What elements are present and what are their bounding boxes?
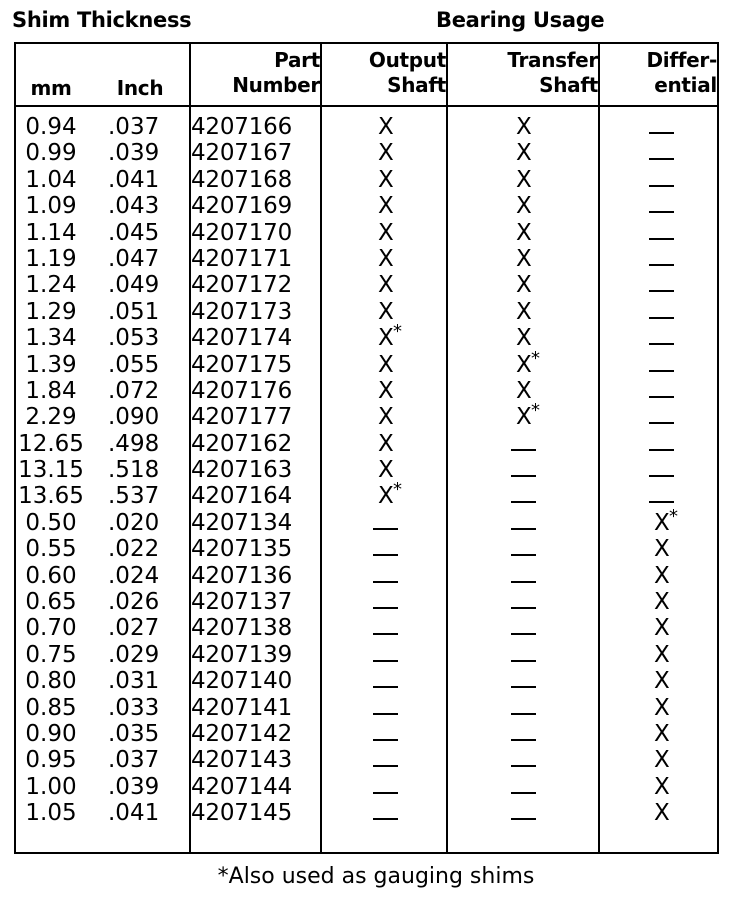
mm-cell: 0.70 <box>25 615 77 642</box>
mm-cell: 0.94 <box>25 114 77 140</box>
output-shaft-cell <box>322 589 446 615</box>
x-mark: X <box>654 615 670 642</box>
gauging-asterisk: * <box>669 505 678 527</box>
differential-cell <box>600 299 717 325</box>
differential-cell <box>600 220 717 246</box>
gauging-asterisk: * <box>393 479 402 501</box>
dash-mark <box>373 713 398 715</box>
header-divider <box>16 105 717 107</box>
output-shaft-cell <box>322 378 446 404</box>
part-number-cell: 4207144 <box>191 773 293 800</box>
shim-spec-table <box>14 42 719 854</box>
inch-cell: .037 <box>108 747 160 774</box>
table-row <box>16 431 717 457</box>
gauging-asterisk: * <box>393 321 402 343</box>
part-number-cell: 4207138 <box>191 615 293 642</box>
dash-mark <box>649 211 674 213</box>
inch-cell: .041 <box>108 800 160 827</box>
output-shaft-cell <box>322 246 446 272</box>
differential-cell <box>600 457 717 483</box>
table-row <box>16 299 717 325</box>
transfer-shaft-cell <box>448 431 598 457</box>
table-body <box>16 114 717 827</box>
dash-mark <box>373 739 398 741</box>
inch-cell: .055 <box>108 351 160 378</box>
x-mark: X <box>516 140 532 167</box>
mm-cell: 1.29 <box>25 298 77 325</box>
mm-cell: 0.50 <box>25 509 77 536</box>
transfer-shaft-cell <box>448 193 598 219</box>
x-mark: X <box>654 800 670 827</box>
transfer-shaft-cell <box>448 642 598 668</box>
mm-cell: 0.90 <box>25 720 77 747</box>
x-mark: X <box>654 747 670 774</box>
part-number-cell: 4207142 <box>191 720 293 747</box>
transfer-shaft-cell <box>448 457 598 483</box>
mm-cell: 13.15 <box>18 457 84 484</box>
part-number-cell: 4207177 <box>191 404 293 431</box>
table-row <box>16 246 717 272</box>
table-row <box>16 378 717 404</box>
inch-cell: .029 <box>108 641 160 668</box>
transfer-shaft-cell <box>448 483 598 509</box>
dash-mark <box>649 317 674 319</box>
x-mark: X <box>378 245 394 272</box>
transfer-shaft-cell <box>448 378 598 404</box>
dash-mark <box>649 343 674 345</box>
inch-cell: .090 <box>108 404 160 431</box>
transfer-shaft-cell <box>448 668 598 694</box>
inch-cell: .031 <box>108 668 160 695</box>
x-mark: X <box>654 641 670 668</box>
table-row <box>16 774 717 800</box>
differential-cell <box>600 325 717 351</box>
table-row <box>16 479 717 510</box>
transfer-shaft-cell <box>448 774 598 800</box>
mm-cell: 0.55 <box>25 536 77 563</box>
part-number-cell: 4207164 <box>191 483 293 510</box>
part-number-cell: 4207135 <box>191 536 293 563</box>
output-shaft-cell <box>322 695 446 721</box>
differential-cell <box>600 167 717 193</box>
output-shaft-cell <box>322 404 446 430</box>
inch-cell: .047 <box>108 245 160 272</box>
table-row <box>16 457 717 483</box>
inch-cell: .037 <box>108 114 160 140</box>
dash-mark <box>373 528 398 530</box>
table-row <box>16 321 717 352</box>
dash-mark <box>373 686 398 688</box>
transfer-shaft-cell <box>448 220 598 246</box>
x-mark: X <box>378 351 394 378</box>
part-number-cell: 4207136 <box>191 562 293 589</box>
x-mark: X <box>516 114 532 140</box>
dash-mark <box>373 607 398 609</box>
transfer-shaft-cell <box>448 325 598 351</box>
part-number-cell: 4207172 <box>191 272 293 299</box>
dash-mark <box>649 475 674 477</box>
dash-mark <box>511 581 536 583</box>
inch-cell: .498 <box>108 430 160 457</box>
part-number-cell: 4207170 <box>191 219 293 246</box>
table-row <box>16 347 717 378</box>
mm-cell: 1.34 <box>25 325 77 352</box>
differential-cell <box>600 589 717 615</box>
dash-mark <box>511 713 536 715</box>
bearing-usage-header: Bearing Usage <box>436 8 605 32</box>
part-number-cell: 4207175 <box>191 351 293 378</box>
differential-cell <box>600 114 717 140</box>
table-row <box>16 400 717 431</box>
part-number-cell: 4207140 <box>191 668 293 695</box>
dash-mark <box>649 238 674 240</box>
column-header-transfer-shaft-line2: Shaft <box>539 72 598 97</box>
dash-mark <box>511 765 536 767</box>
x-mark: X <box>654 773 670 800</box>
output-shaft-cell <box>322 536 446 562</box>
dash-mark <box>373 554 398 556</box>
transfer-shaft-cell <box>448 299 598 325</box>
dash-mark <box>511 554 536 556</box>
dash-mark <box>511 449 536 451</box>
shim-thickness-header: Shim Thickness <box>12 8 192 32</box>
part-number-cell: 4207141 <box>191 694 293 721</box>
x-mark: X <box>378 140 394 167</box>
table-row <box>16 615 717 641</box>
inch-cell: .024 <box>108 562 160 589</box>
output-shaft-cell <box>322 774 446 800</box>
dash-mark <box>649 370 674 372</box>
inch-cell: .072 <box>108 377 160 404</box>
dash-mark <box>649 158 674 160</box>
part-number-cell: 4207176 <box>191 377 293 404</box>
mm-cell: 0.99 <box>25 140 77 167</box>
x-mark: X <box>516 193 532 220</box>
dash-mark <box>373 660 398 662</box>
column-header-output-shaft-line2: Shaft <box>387 72 446 97</box>
inch-cell: .039 <box>108 140 160 167</box>
x-mark: X <box>516 245 532 272</box>
differential-cell <box>600 404 717 430</box>
differential-cell <box>600 668 717 694</box>
dash-mark <box>511 607 536 609</box>
output-shaft-cell <box>322 321 446 352</box>
mm-cell: 1.09 <box>25 193 77 220</box>
differential-cell <box>600 505 717 536</box>
mm-cell: 0.65 <box>25 589 77 616</box>
x-mark: X <box>654 720 670 747</box>
differential-cell <box>600 378 717 404</box>
transfer-shaft-cell <box>448 536 598 562</box>
transfer-shaft-cell <box>448 114 598 140</box>
column-header-differential-line1: Differ- <box>646 47 717 72</box>
column-header-part-number-line2: Number <box>232 72 320 97</box>
column-header-mm <box>16 44 86 105</box>
inch-cell: .039 <box>108 773 160 800</box>
dash-mark <box>511 501 536 503</box>
x-mark: X <box>516 404 532 431</box>
differential-cell <box>600 747 717 773</box>
mm-cell: 1.05 <box>25 800 77 827</box>
output-shaft-cell <box>322 114 446 140</box>
output-shaft-cell <box>322 299 446 325</box>
table-row <box>16 800 717 826</box>
column-header-output-shaft <box>322 44 446 105</box>
x-mark: X <box>378 457 394 484</box>
dash-mark <box>511 475 536 477</box>
dash-mark <box>649 396 674 398</box>
x-mark: X <box>654 536 670 563</box>
x-mark: X <box>378 166 394 193</box>
table-row <box>16 695 717 721</box>
inch-cell: .045 <box>108 219 160 246</box>
table-row <box>16 642 717 668</box>
x-mark: X <box>378 483 394 510</box>
dash-mark <box>511 633 536 635</box>
table-row <box>16 220 717 246</box>
table-row <box>16 193 717 219</box>
column-header-output-shaft-line1: Output <box>368 47 446 72</box>
x-mark: X <box>516 166 532 193</box>
inch-cell: .026 <box>108 589 160 616</box>
table-row <box>16 114 717 140</box>
transfer-shaft-cell <box>448 695 598 721</box>
x-mark: X <box>378 219 394 246</box>
differential-cell <box>600 615 717 641</box>
part-number-cell: 4207173 <box>191 298 293 325</box>
inch-cell: .051 <box>108 298 160 325</box>
dash-mark <box>511 660 536 662</box>
differential-cell <box>600 563 717 589</box>
dash-mark <box>649 449 674 451</box>
dash-mark <box>649 132 674 134</box>
inch-cell: .537 <box>108 483 160 510</box>
inch-cell: .043 <box>108 193 160 220</box>
output-shaft-cell <box>322 510 446 536</box>
output-shaft-cell <box>322 167 446 193</box>
differential-cell <box>600 642 717 668</box>
dash-mark <box>649 185 674 187</box>
transfer-shaft-cell <box>448 246 598 272</box>
output-shaft-cell <box>322 721 446 747</box>
inch-cell: .022 <box>108 536 160 563</box>
part-number-cell: 4207168 <box>191 166 293 193</box>
x-mark: X <box>516 219 532 246</box>
x-mark: X <box>516 272 532 299</box>
part-number-cell: 4207145 <box>191 800 293 827</box>
dash-mark <box>373 765 398 767</box>
output-shaft-cell <box>322 563 446 589</box>
part-number-cell: 4207162 <box>191 430 293 457</box>
column-header-mm-label: mm <box>30 76 72 100</box>
part-number-cell: 4207143 <box>191 747 293 774</box>
x-mark: X <box>378 298 394 325</box>
table-row <box>16 167 717 193</box>
differential-cell <box>600 272 717 298</box>
dash-mark <box>373 792 398 794</box>
x-mark: X <box>378 377 394 404</box>
column-header-part-number-line1: Part <box>274 47 320 72</box>
differential-cell <box>600 140 717 166</box>
transfer-shaft-cell <box>448 615 598 641</box>
table-row <box>16 668 717 694</box>
mm-cell: 1.24 <box>25 272 77 299</box>
differential-cell <box>600 695 717 721</box>
x-mark: X <box>378 193 394 220</box>
differential-cell <box>600 800 717 826</box>
part-number-cell: 4207174 <box>191 325 293 352</box>
x-mark: X <box>378 430 394 457</box>
part-number-cell: 4207169 <box>191 193 293 220</box>
table-row <box>16 747 717 773</box>
table-row <box>16 589 717 615</box>
output-shaft-cell <box>322 352 446 378</box>
column-header-transfer-shaft-line1: Transfer <box>507 47 598 72</box>
output-shaft-cell <box>322 140 446 166</box>
differential-cell <box>600 431 717 457</box>
transfer-shaft-cell <box>448 347 598 378</box>
mm-cell: 1.00 <box>25 773 77 800</box>
column-header-inch-label: Inch <box>116 76 164 100</box>
table-row <box>16 505 717 536</box>
mm-cell: 0.80 <box>25 668 77 695</box>
x-mark: X <box>378 325 394 352</box>
part-number-cell: 4207137 <box>191 589 293 616</box>
mm-cell: 12.65 <box>18 430 84 457</box>
x-mark: X <box>516 377 532 404</box>
transfer-shaft-cell <box>448 800 598 826</box>
output-shaft-cell <box>322 272 446 298</box>
x-mark: X <box>654 589 670 616</box>
mm-cell: 1.14 <box>25 219 77 246</box>
dash-mark <box>373 581 398 583</box>
part-number-cell: 4207134 <box>191 509 293 536</box>
mm-cell: 0.95 <box>25 747 77 774</box>
transfer-shaft-cell <box>448 589 598 615</box>
differential-cell <box>600 536 717 562</box>
footnote: *Also used as gauging shims <box>217 864 535 889</box>
x-mark: X <box>378 272 394 299</box>
dash-mark <box>511 686 536 688</box>
differential-cell <box>600 774 717 800</box>
transfer-shaft-cell <box>448 400 598 431</box>
output-shaft-cell <box>322 668 446 694</box>
x-mark: X <box>654 694 670 721</box>
mm-cell: 0.85 <box>25 694 77 721</box>
transfer-shaft-cell <box>448 747 598 773</box>
output-shaft-cell <box>322 642 446 668</box>
dash-mark <box>511 528 536 530</box>
dash-mark <box>649 501 674 503</box>
dash-mark <box>373 818 398 820</box>
dash-mark <box>511 792 536 794</box>
output-shaft-cell <box>322 615 446 641</box>
inch-cell: .518 <box>108 457 160 484</box>
table-row <box>16 536 717 562</box>
table-row <box>16 140 717 166</box>
inch-cell: .027 <box>108 615 160 642</box>
output-shaft-cell <box>322 431 446 457</box>
x-mark: X <box>654 509 670 536</box>
table-row <box>16 272 717 298</box>
output-shaft-cell <box>322 193 446 219</box>
output-shaft-cell <box>322 479 446 510</box>
dash-mark <box>373 633 398 635</box>
transfer-shaft-cell <box>448 510 598 536</box>
inch-cell: .049 <box>108 272 160 299</box>
x-mark: X <box>378 404 394 431</box>
transfer-shaft-cell <box>448 140 598 166</box>
mm-cell: 1.19 <box>25 245 77 272</box>
gauging-asterisk: * <box>531 347 540 369</box>
transfer-shaft-cell <box>448 272 598 298</box>
gauging-asterisk: * <box>531 400 540 422</box>
inch-cell: .035 <box>108 720 160 747</box>
output-shaft-cell <box>322 800 446 826</box>
transfer-shaft-cell <box>448 167 598 193</box>
dash-mark <box>511 818 536 820</box>
differential-cell <box>600 246 717 272</box>
output-shaft-cell <box>322 457 446 483</box>
column-header-part-number <box>191 44 320 105</box>
inch-cell: .020 <box>108 509 160 536</box>
dash-mark <box>649 290 674 292</box>
column-header-transfer-shaft <box>448 44 598 105</box>
output-shaft-cell <box>322 747 446 773</box>
table-row <box>16 563 717 589</box>
transfer-shaft-cell <box>448 721 598 747</box>
x-mark: X <box>654 562 670 589</box>
differential-cell <box>600 193 717 219</box>
mm-cell: 0.75 <box>25 641 77 668</box>
mm-cell: 2.29 <box>25 404 77 431</box>
column-header-inch <box>102 44 178 105</box>
mm-cell: 0.60 <box>25 562 77 589</box>
dash-mark <box>649 422 674 424</box>
x-mark: X <box>516 325 532 352</box>
mm-cell: 1.84 <box>25 377 77 404</box>
dash-mark <box>649 264 674 266</box>
x-mark: X <box>516 351 532 378</box>
inch-cell: .033 <box>108 694 160 721</box>
column-header-differential <box>600 44 717 105</box>
mm-cell: 1.04 <box>25 166 77 193</box>
part-number-cell: 4207166 <box>191 114 293 140</box>
dash-mark <box>511 739 536 741</box>
x-mark: X <box>654 668 670 695</box>
differential-cell <box>600 483 717 509</box>
output-shaft-cell <box>322 220 446 246</box>
column-header-differential-line2: ential <box>654 72 717 97</box>
x-mark: X <box>378 114 394 140</box>
inch-cell: .053 <box>108 325 160 352</box>
part-number-cell: 4207139 <box>191 641 293 668</box>
differential-cell <box>600 352 717 378</box>
part-number-cell: 4207171 <box>191 245 293 272</box>
x-mark: X <box>516 298 532 325</box>
part-number-cell: 4207167 <box>191 140 293 167</box>
mm-cell: 1.39 <box>25 351 77 378</box>
part-number-cell: 4207163 <box>191 457 293 484</box>
transfer-shaft-cell <box>448 563 598 589</box>
mm-cell: 13.65 <box>18 483 84 510</box>
inch-cell: .041 <box>108 166 160 193</box>
table-row <box>16 721 717 747</box>
differential-cell <box>600 721 717 747</box>
